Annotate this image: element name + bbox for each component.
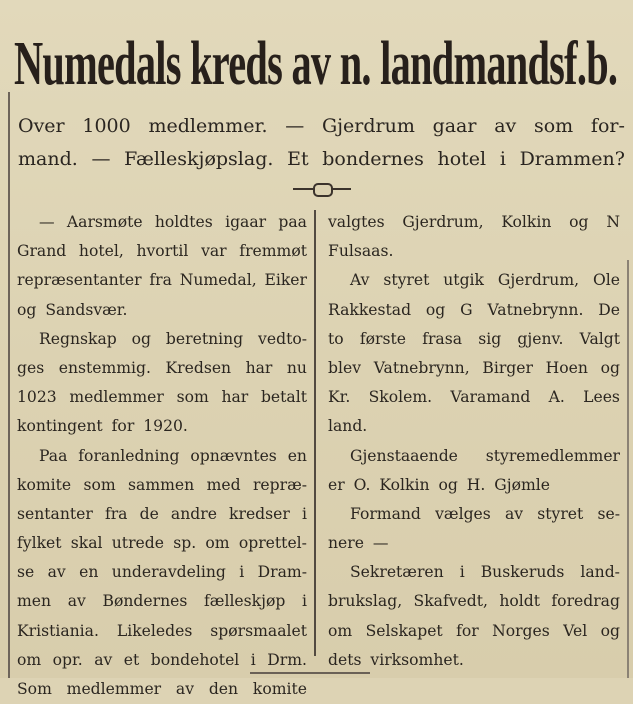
text-line: brukslag, Skafvedt, holdt foredrag [328,592,620,611]
text-line: Regnskap og beretning vedto- [39,329,307,348]
text-line: repræsentanter fra Numedal, Eiker [17,271,307,290]
subheadline-line: mand. — Fælleskjøpslag. Et bondernes hotel i Drammen? [18,148,625,170]
text-line: Grand hotel, hvortil var fremmøt [17,242,307,261]
headline: Numedals kreds av n. landmandsf.b. [14,29,618,99]
text-line: — Aarsmøte holdtes igaar paa [39,213,307,231]
subheadline [18,110,625,176]
text-line: Av styret utgik Gjerdrum, Ole [350,271,620,290]
text-line: Sekretæren i Buskeruds land- [350,563,620,582]
text-line: valgtes Gjerdrum, Kolkin og N [328,213,620,231]
text-line: Formand vælges av styret se- [350,504,620,523]
left-margin-rule [8,92,10,678]
text-line: Som medlemmer av den komite [17,680,307,698]
ornament-divider [293,182,351,196]
text-line: nere — [328,534,389,553]
text-line: se av en underavdeling i Dram- [17,563,307,582]
text-line: Gjenstaaende styremedlemmer [350,446,620,465]
text-line: to første frasa sig gjenv. Valgt [328,329,620,348]
text-line: 1023 medlemmer som har betalt [17,388,307,407]
column-divider [314,210,316,656]
text-line: om Selskapet for Norges Vel og [328,621,620,640]
text-line: Kristiania. Likeledes spørsmaalet [17,621,307,640]
text-line: og Sandsvær. [17,300,128,319]
text-line: ges enstemmig. Kredsen har nu [17,358,307,377]
text-line: er O. Kolkin og H. Gjømle [328,475,550,494]
text-line: Fulsaas. [328,242,394,261]
text-line: land. [328,417,368,436]
text-line: Paa foranledning opnævntes en [39,446,307,465]
text-line: Kr. Skolem. Varamand A. Lees [328,388,620,407]
bottom-rule [250,672,370,674]
text-line: sentanter fra de andre kredser i [17,504,307,523]
subheadline-line: Over 1000 medlemmer. — Gjerdrum gaar av som for- [18,115,625,137]
text-line: kontingent for 1920. [17,417,188,436]
text-line: om opr. av et bondehotel i Drm. [17,650,307,669]
text-line: dets virksomhet. [328,650,464,669]
article-column-left [17,208,307,704]
right-edge-rule [627,260,629,678]
text-line: komite som sammen med repræ- [17,475,307,494]
text-line: men av Bøndernes fælleskjøp i [17,592,307,611]
text-line: fylket skal utrede sp. om oprettel- [17,534,307,553]
text-line: blev Vatnebrynn, Birger Hoen og [328,358,620,377]
article-column-right [328,208,620,675]
text-line: Rakkestad og G Vatnebrynn. De [328,300,620,319]
